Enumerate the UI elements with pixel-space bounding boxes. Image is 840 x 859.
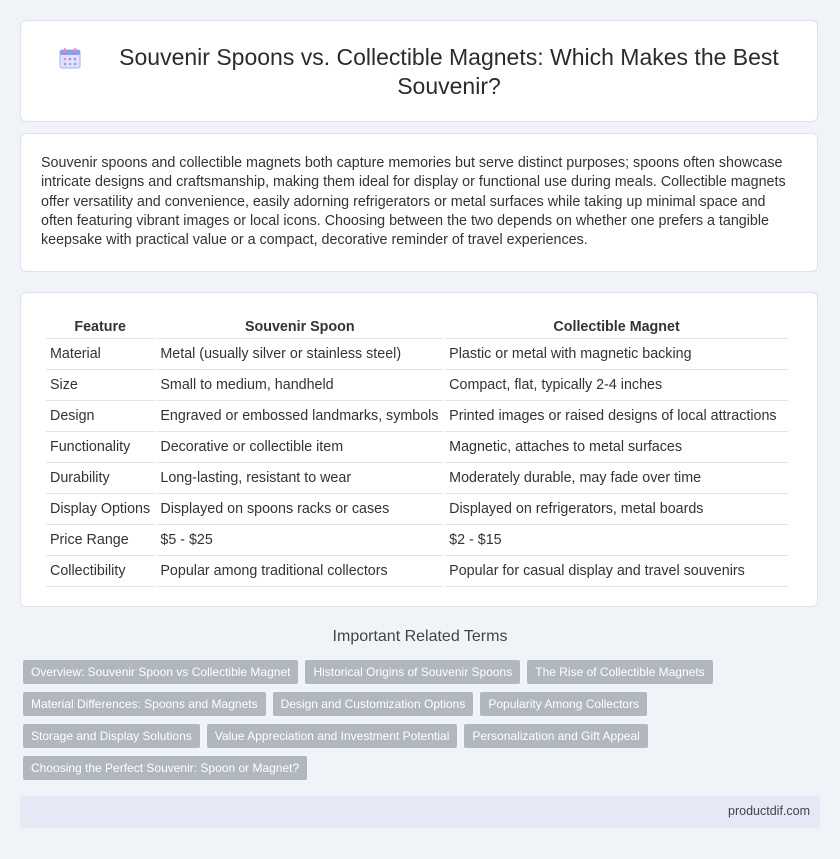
table-row	[46, 525, 788, 556]
comparison-table	[44, 316, 790, 587]
table-cell: Price Range	[46, 525, 154, 556]
table-cell: Engraved or embossed landmarks, symbols	[156, 401, 443, 432]
related-term-tag[interactable]: Design and Customization Options	[273, 692, 474, 716]
table-cell: Functionality	[46, 432, 154, 463]
intro-card	[20, 133, 818, 272]
related-term-tag[interactable]: Storage and Display Solutions	[23, 724, 200, 748]
table-row	[46, 463, 788, 494]
related-term-tag[interactable]: Personalization and Gift Appeal	[464, 724, 647, 748]
table-row	[46, 401, 788, 432]
related-term-tag[interactable]: Value Appreciation and Investment Potential	[207, 724, 458, 748]
table-cell: Material	[46, 339, 154, 370]
table-cell: Printed images or raised designs of local attractions	[445, 401, 788, 432]
related-term-tag[interactable]: The Rise of Collectible Magnets	[527, 660, 712, 684]
comparison-card	[20, 292, 818, 607]
related-terms-heading: Important Related Terms	[332, 628, 508, 645]
table-row	[46, 339, 788, 370]
table-row	[46, 432, 788, 463]
column-header-souvenir-spoon: Souvenir Spoon	[156, 316, 443, 339]
table-cell: Decorative or collectible item	[156, 432, 443, 463]
table-cell: Size	[46, 370, 154, 401]
table-cell: Popular among traditional collectors	[156, 556, 443, 587]
related-term-tag[interactable]: Material Differences: Spoons and Magnets	[23, 692, 266, 716]
table-cell: Small to medium, handheld	[156, 370, 443, 401]
intro-paragraph: Souvenir spoons and collectible magnets both capture memories but serve distinct purposes; spoons often showcase intricate designs and craftsmanship, making them ideal for display or functional use during meals. Collectible magnets offer versatility and convenience, easily adorning refrigerators or metal surfaces while taking up minimal space and often featuring vibrant images or local icons. Choosing between the two depends on whether one prefers a tangible keepsake with practical value or a compact, decorative reminder of travel experiences.	[41, 155, 786, 249]
related-term-tag[interactable]: Popularity Among Collectors	[480, 692, 647, 716]
table-cell: Collectibility	[46, 556, 154, 587]
table-cell: Design	[46, 401, 154, 432]
footer-site-link[interactable]: productdif.com	[728, 804, 810, 818]
header-card	[20, 20, 818, 122]
table-cell: Compact, flat, typically 2-4 inches	[445, 370, 788, 401]
column-header-feature: Feature	[46, 316, 154, 339]
related-term-tag[interactable]: Overview: Souvenir Spoon vs Collectible Magnet	[23, 660, 298, 684]
table-cell: Display Options	[46, 494, 154, 525]
table-cell: Metal (usually silver or stainless steel)	[156, 339, 443, 370]
column-header-collectible-magnet: Collectible Magnet	[445, 316, 788, 339]
page-title: Souvenir Spoons vs. Collectible Magnets: Which Makes the Best Souvenir?	[119, 44, 779, 99]
table-row	[46, 494, 788, 525]
table-header-row	[46, 316, 788, 339]
table-cell: Moderately durable, may fade over time	[445, 463, 788, 494]
table-cell: $5 - $25	[156, 525, 443, 556]
table-cell: Magnetic, attaches to metal surfaces	[445, 432, 788, 463]
table-cell: Displayed on spoons racks or cases	[156, 494, 443, 525]
footer	[20, 796, 820, 828]
table-cell: Durability	[46, 463, 154, 494]
title-wrap	[61, 43, 797, 101]
table-cell: Popular for casual display and travel souvenirs	[445, 556, 788, 587]
related-term-tag[interactable]: Historical Origins of Souvenir Spoons	[305, 660, 520, 684]
related-terms-tags	[23, 660, 823, 780]
table-row	[46, 370, 788, 401]
table-cell: Displayed on refrigerators, metal boards	[445, 494, 788, 525]
table-row	[46, 556, 788, 587]
table-cell: $2 - $15	[445, 525, 788, 556]
table-cell: Plastic or metal with magnetic backing	[445, 339, 788, 370]
table-cell: Long-lasting, resistant to wear	[156, 463, 443, 494]
related-term-tag[interactable]: Choosing the Perfect Souvenir: Spoon or Magnet?	[23, 756, 307, 780]
